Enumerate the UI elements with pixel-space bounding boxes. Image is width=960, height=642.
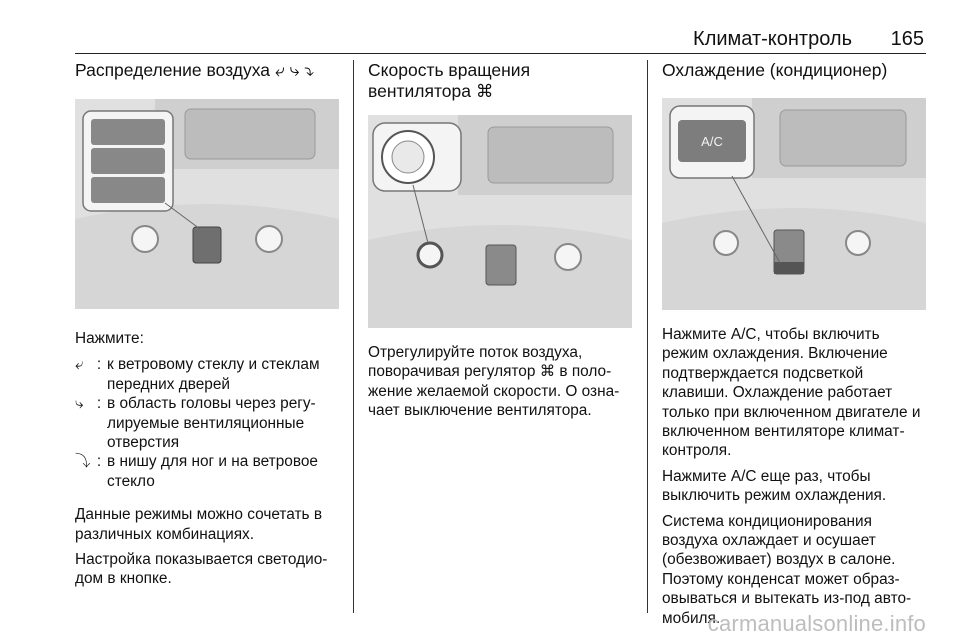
list-item: ⤷ : в область головы через регу-лируемые вентиляционные отверстия (75, 395, 316, 452)
column-divider (647, 60, 648, 613)
air-mode-list (75, 355, 339, 491)
paragraph: Нажмите A/C еще раз, чтобы выключить режим охлаждения. (662, 467, 887, 505)
section-air-distribution (75, 60, 339, 589)
windshield-icon: ⤶ (75, 356, 84, 374)
paragraph: Отрегулируйте поток воздуха, поворачивая регулятор ⌘ в поло-жение желаемой скорости. O озна-чает выключение вентилятора. (368, 344, 620, 420)
chapter-title: Климат-контроль (693, 28, 852, 50)
head-vent-icon: ⤷ (75, 395, 84, 413)
footwell-icon: ⤵ (75, 453, 91, 471)
column-divider (353, 60, 354, 613)
photo-air-distribution-buttons (75, 99, 339, 309)
section-heading: Распределение воздуха ⤶ ⤷ ⤵ (75, 60, 314, 80)
section-fan-speed (368, 60, 632, 421)
press-label: Нажмите: (75, 330, 144, 347)
page-header (75, 26, 926, 54)
section-heading: Охлаждение (кондиционер) (662, 60, 888, 80)
list-item: ⤵ : в нишу для ног и на ветровое стекло (75, 453, 318, 490)
photo-fan-speed-knob (368, 115, 632, 328)
photo-ac-button (662, 98, 926, 310)
section-air-conditioning (662, 60, 926, 628)
section-heading: Скорость вращения вентилятора ⌘ (368, 60, 531, 101)
paragraph: Система кондиционирования воздуха охлаждает и осушает (обезвоживает) воздух в салоне. Поэтому конденсат может образ-овываться и вытекать из-под авто-мобиля. (662, 512, 912, 627)
dashboard-illustration (368, 115, 632, 328)
list-item: ⤶ : к ветровому стеклу и стеклам передних дверей (75, 356, 320, 393)
page-number: 165 (890, 28, 924, 50)
paragraph: Нажмите A/C, чтобы включить режим охлаждения. Включение подтверждается подсветкой клавиши. Охлаждение работает только при включенном двигателе и включенном вентиляторе климат-контроля. (662, 326, 921, 460)
dashboard-illustration (75, 99, 339, 309)
watermark: carmanualsonline.info (707, 611, 926, 636)
paragraph: Данные режимы можно сочетать в различных комбинациях. (75, 506, 323, 543)
air-distribution-icons: ⤶ ⤷ ⤵ (274, 60, 314, 80)
paragraph: Настройка показывается светодио-дом в кнопке. (75, 551, 328, 588)
dashboard-illustration (662, 98, 926, 310)
ac-button-label: A/C (701, 134, 723, 149)
